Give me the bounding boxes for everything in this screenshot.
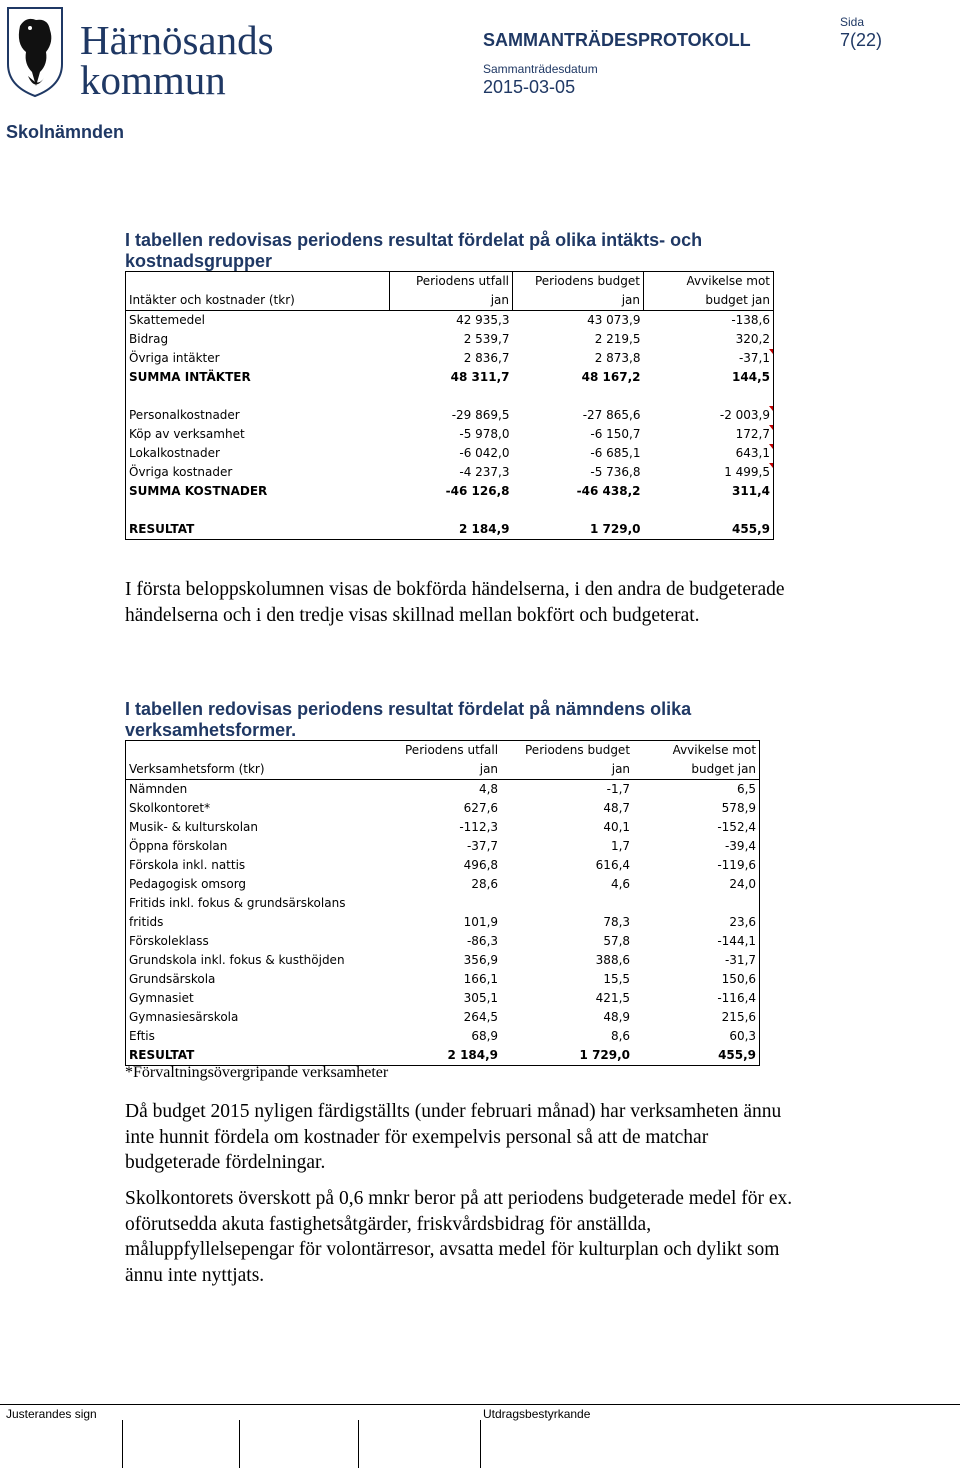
utdragsbestyrkande-label: Utdragsbestyrkande <box>483 1407 591 1421</box>
table-row: Förskoleklass -86,3 57,8 -144,1 <box>129 934 757 948</box>
justerandes-sign-label: Justerandes sign <box>6 1407 97 1421</box>
explanation-paragraph: I första beloppskolumnen visas de bokförda händelserna, i den andra de budgeterade händelserna och i den tredje visas skillnad mellan bokfört och budgeterat. <box>125 579 785 626</box>
col2-header-line1: Periodens budget <box>513 272 644 292</box>
signature-box-divider <box>480 1420 481 1468</box>
income-cost-table <box>125 271 774 540</box>
col3-header-line1: Avvikelse mot <box>672 743 757 757</box>
result-row: RESULTAT 2 184,9 1 729,0 455,9 <box>129 1048 757 1062</box>
beaver-crest-icon <box>6 6 64 98</box>
col3-header-line1: Avvikelse mot <box>644 272 774 292</box>
committee-name: Skolnämnden <box>6 122 125 142</box>
col2-header-line1: Periodens budget <box>525 743 631 757</box>
result-row: RESULTAT 2 184,9 1 729,0 455,9 <box>129 522 770 536</box>
section1-heading: I tabellen redovisas periodens resultat fördelat på olika intäkts- och kostnadsgrupper <box>125 230 703 271</box>
table-row: Lokalkostnader -6 042,0 -6 685,1 643,1 <box>126 444 774 463</box>
summary-row: SUMMA KOSTNADER -46 126,8 -46 438,2 311,4 <box>129 484 770 498</box>
col1-header-line1: Periodens utfall <box>405 743 499 757</box>
col0-header: Intäkter och kostnader (tkr) <box>129 293 295 307</box>
activity-table <box>125 740 760 1066</box>
col2-header-line2: jan <box>513 291 644 311</box>
date-label: Sammanträdesdatum <box>483 62 598 76</box>
budget-paragraph: Då budget 2015 nyligen färdigställts (under februari månad) har verksamheten ännu inte hunnit fördela om kostnader för exempelvis personal så att de matchar budgeterade fördelningar. <box>125 1101 782 1173</box>
table-row: Musik- & kulturskolan -112,3 40,1 -152,4 <box>129 820 757 834</box>
table-row: Övriga kostnader -4 237,3 -5 736,8 1 499,5 <box>126 463 774 482</box>
table-row: Skattemedel 42 935,3 43 073,9 -138,6 <box>129 313 770 327</box>
page-number: 7(22) <box>840 30 883 50</box>
table-row: Övriga intäkter 2 836,7 2 873,8 -37,1 <box>126 349 774 368</box>
col2-header-line2: jan <box>611 762 631 776</box>
signature-box-divider <box>239 1420 240 1468</box>
table-row: Nämnden 4,8 -1,7 6,5 <box>129 782 757 796</box>
table-row: Skolkontoret* 627,6 48,7 578,9 <box>129 801 757 815</box>
table-row: Pedagogisk omsorg 28,6 4,6 24,0 <box>129 877 757 891</box>
page-label: Sida <box>840 15 865 29</box>
table-row: Eftis 68,9 8,6 60,3 <box>129 1029 757 1043</box>
logo-text-line1: Härnösands <box>80 17 274 63</box>
signature-box-divider <box>122 1420 123 1468</box>
table-row: fritids 101,9 78,3 23,6 <box>129 915 757 929</box>
col1-header-line2: jan <box>390 291 513 311</box>
table-row: Fritids inkl. fokus & grundsärskolans <box>129 896 346 910</box>
col0-header: Verksamhetsform (tkr) <box>129 762 265 776</box>
table-row: Öppna förskolan -37,7 1,7 -39,4 <box>129 839 757 853</box>
table-row: Grundsärskola 166,1 15,5 150,6 <box>129 972 757 986</box>
table-row: Grundskola inkl. fokus & kusthöjden 356,9 388,6 -31,7 <box>129 953 757 967</box>
signature-box-divider <box>358 1420 359 1468</box>
section2-heading: I tabellen redovisas periodens resultat fördelat på nämndens olika verksamhetsformer. <box>125 699 692 740</box>
table-row: Personalkostnader -29 869,5 -27 865,6 -2 003,9 <box>126 406 774 425</box>
table-row: Gymnasiesärskola 264,5 48,9 215,6 <box>129 1010 757 1024</box>
footer-divider <box>0 1404 960 1405</box>
table-row: Förskola inkl. nattis 496,8 616,4 -119,6 <box>129 858 757 872</box>
footnote: *Förvaltningsövergripande verksamheter <box>125 1064 389 1081</box>
col1-header-line1: Periodens utfall <box>390 272 513 292</box>
table-row: Köp av verksamhet -5 978,0 -6 150,7 172,7 <box>126 425 774 444</box>
document-title: SAMMANTRÄDESPROTOKOLL <box>483 30 751 50</box>
logo-text-line2: kommun <box>80 57 226 103</box>
table-row: Bidrag 2 539,7 2 219,5 320,2 <box>129 332 770 346</box>
col3-header-line2: budget jan <box>644 291 774 311</box>
col1-header-line2: jan <box>479 762 499 776</box>
table-row: Gymnasiet 305,1 421,5 -116,4 <box>129 991 757 1005</box>
date-value: 2015-03-05 <box>483 77 576 97</box>
surplus-paragraph: Skolkontorets överskott på 0,6 mnkr beror på att periodens budgeterade medel för ex. oförutsedda akuta fastighetsåtgärder, friskvårdsbidrag för anställda, måluppfyllelsepengar för volontärresor, avsatta medel för kulturplan och dylikt som ännu inte nyttjats. <box>125 1188 793 1286</box>
col3-header-line2: budget jan <box>691 762 757 776</box>
summary-row: SUMMA INTÄKTER 48 311,7 48 167,2 144,5 <box>129 370 770 384</box>
